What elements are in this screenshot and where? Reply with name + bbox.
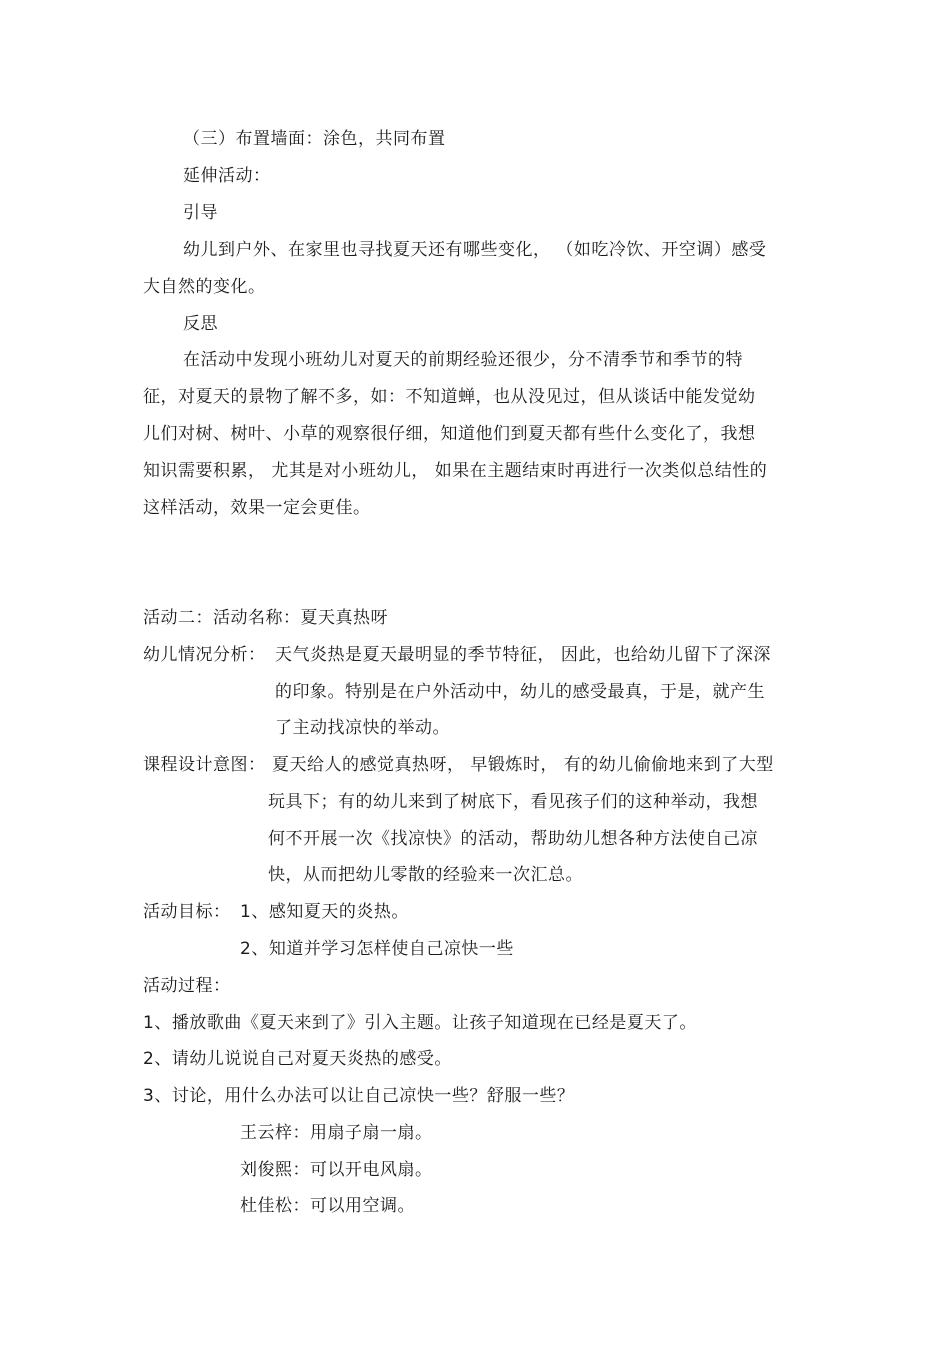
process-label: 活动过程： [143,976,231,996]
process-step: 2、请幼儿说说自己对夏天炎热的感受。 [143,1049,452,1069]
child-answer: 刘俊熙：可以开电风扇。 [240,1160,433,1180]
guide-heading: 引导 [183,203,218,223]
analysis-label: 幼儿情况分析： [143,645,266,665]
section-3-title: （三）布置墙面：涂色，共同布置 [183,129,446,149]
extension-heading: 延伸活动： [183,166,271,186]
design-line: 何不开展一次《找凉快》的活动，帮助幼儿想各种方法使自己凉 [268,829,758,849]
process-step: 1、播放歌曲《夏天来到了》引入主题。让孩子知道现在已经是夏天了。 [143,1013,697,1033]
design-line: 夏天给人的感觉真热呀， 早锻炼时， 有的幼儿偷偷地来到了大型 [272,755,774,775]
reflection-line: 征，对夏天的景物了解不多，如：不知道蝉，也从没见过，但从谈话中能发觉幼 [143,387,756,407]
child-answer: 杜佳松：可以用空调。 [240,1196,415,1216]
analysis-line: 天气炎热是夏天最明显的季节特征， 因此，也给幼儿留下了深深 [275,645,771,665]
reflection-line: 儿们对树、树叶、小草的观察很仔细，知道他们到夏天都有些什么变化了，我想 [143,424,756,444]
activity2-title: 活动二：活动名称：夏天真热呀 [143,608,388,628]
goal-item: 1、感知夏天的炎热。 [240,902,409,922]
design-line: 快，从而把幼儿零散的经验来一次汇总。 [268,865,583,885]
reflection-line: 知识需要积累， 尤其是对小班幼儿， 如果在主题结束时再进行一次类似总结性的 [143,461,768,481]
analysis-line: 了主动找凉快的举动。 [275,718,450,738]
reflection-line: 在活动中发现小班幼儿对夏天的前期经验还很少，分不清季节和季节的特 [183,350,743,370]
analysis-line: 的印象。特别是在户外活动中，幼儿的感受最真，于是，就产生 [275,682,765,702]
reflection-heading: 反思 [183,314,218,334]
reflection-line: 这样活动，效果一定会更佳。 [143,498,371,518]
process-step: 3、讨论，用什么办法可以让自己凉快一些？舒服一些？ [143,1086,575,1106]
guide-text-line: 幼儿到户外、在家里也寻找夏天还有哪些变化， （如吃冷饮、开空调）感受 [183,240,767,260]
child-answer: 王云梓：用扇子扇一扇。 [240,1123,433,1143]
design-line: 玩具下；有的幼儿来到了树底下，看见孩子们的这种举动，我想 [268,792,758,812]
guide-text-line: 大自然的变化。 [143,277,266,297]
design-label: 课程设计意图： [143,755,266,775]
goals-label: 活动目标： [143,902,231,922]
goal-item: 2、知道并学习怎样使自己凉快一些 [240,939,514,959]
